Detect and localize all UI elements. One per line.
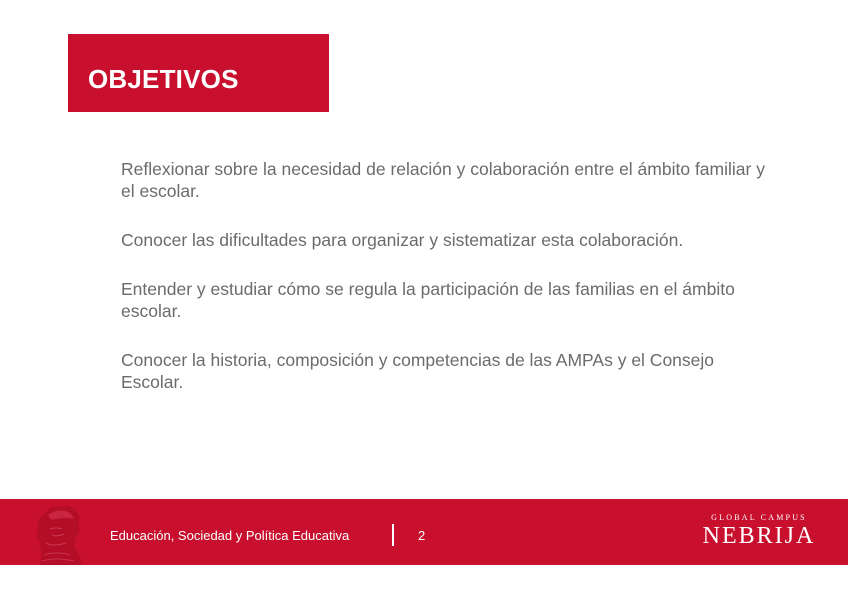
- course-name: Educación, Sociedad y Política Educativa: [110, 528, 350, 543]
- title-banner: [68, 34, 329, 112]
- objective-item: Conocer las dificultades para organizar y sistematizar esta colaboración.: [121, 230, 684, 250]
- footer-separator: [392, 524, 394, 546]
- nebrija-logo: [700, 513, 818, 553]
- logo-subtitle: GLOBAL CAMPUS: [711, 513, 807, 522]
- objectives-list: [121, 158, 781, 420]
- page-title: OBJETIVOS: [88, 64, 239, 94]
- nebrija-portrait-icon: [26, 499, 86, 565]
- objective-item: Entender y estudiar cómo se regula la participación de las familias en el ámbito escolar.: [121, 279, 735, 321]
- page-number: 2: [418, 528, 426, 543]
- logo-wordmark: NEBRIJA: [702, 523, 816, 549]
- objective-item: Conocer la historia, composición y competencias de las AMPAs y el Consejo Escolar.: [121, 350, 715, 392]
- objective-item: Reflexionar sobre la necesidad de relación y colaboración entre el ámbito familiar y el escolar.: [121, 159, 765, 201]
- footer-bar: [0, 499, 848, 565]
